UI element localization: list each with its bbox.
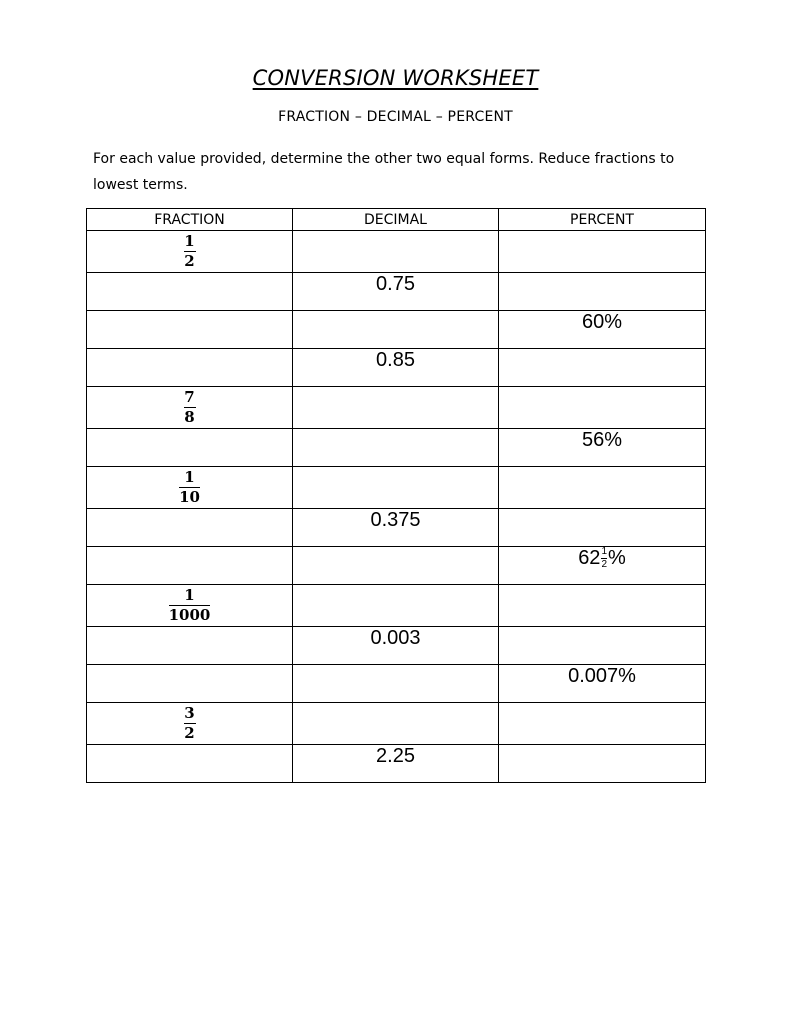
percent-cell [499, 547, 706, 585]
decimal-cell[interactable] [293, 429, 499, 467]
decimal-cell[interactable] [293, 585, 499, 627]
percent-cell: 56% [499, 429, 706, 467]
fraction-value [184, 390, 196, 425]
mixed-denominator: 2 [601, 559, 607, 570]
percent-cell[interactable] [499, 745, 706, 783]
mixed-whole: 62 [578, 547, 601, 569]
fraction-cell [87, 387, 293, 429]
fraction-cell[interactable] [87, 627, 293, 665]
table-row [87, 665, 706, 703]
percent-cell[interactable] [499, 627, 706, 665]
fraction-cell[interactable] [87, 665, 293, 703]
table-row [87, 311, 706, 349]
decimal-cell[interactable] [293, 467, 499, 509]
decimal-cell: 0.003 [293, 627, 499, 665]
decimal-cell: 0.75 [293, 273, 499, 311]
table-row [87, 387, 706, 429]
table-row [87, 273, 706, 311]
fraction-numerator: 1 [184, 232, 195, 250]
worksheet-title: CONVERSION WORKSHEET [252, 66, 539, 90]
fraction-cell [87, 703, 293, 745]
percent-cell[interactable] [499, 387, 706, 429]
decimal-cell[interactable] [293, 665, 499, 703]
fraction-numerator: 3 [184, 704, 195, 722]
decimal-cell[interactable] [293, 311, 499, 349]
fraction-cell[interactable] [87, 509, 293, 547]
mixed-suffix: % [608, 547, 626, 569]
worksheet-subtitle: FRACTION – DECIMAL – PERCENT [278, 109, 513, 125]
table-row [87, 547, 706, 585]
mixed-fraction [601, 547, 607, 570]
fraction-cell[interactable] [87, 349, 293, 387]
instructions-text: For each value provided, determine the other two equal forms. Reduce fractions to lowest terms. [93, 151, 675, 193]
header-row [87, 209, 706, 231]
fraction-denominator: 8 [184, 408, 195, 427]
percent-header: PERCENT [499, 209, 706, 231]
decimal-cell[interactable] [293, 703, 499, 745]
decimal-cell[interactable] [293, 387, 499, 429]
percent-cell[interactable] [499, 703, 706, 745]
fraction-cell [87, 585, 293, 627]
percent-cell[interactable] [499, 349, 706, 387]
table-row [87, 509, 706, 547]
fraction-cell [87, 467, 293, 509]
fraction-cell[interactable] [87, 745, 293, 783]
fraction-value [184, 234, 196, 269]
mixed-numerator: 1 [601, 546, 607, 557]
decimal-cell: 2.25 [293, 745, 499, 783]
percent-cell[interactable] [499, 231, 706, 273]
conversion-table [86, 208, 706, 783]
table-row [87, 231, 706, 273]
fraction-cell[interactable] [87, 311, 293, 349]
decimal-cell: 0.375 [293, 509, 499, 547]
fraction-denominator: 2 [184, 724, 195, 743]
fraction-cell[interactable] [87, 273, 293, 311]
table-row [87, 745, 706, 783]
fraction-numerator: 7 [184, 388, 195, 406]
table-row [87, 467, 706, 509]
percent-cell[interactable] [499, 509, 706, 547]
fraction-value [169, 588, 211, 623]
percent-cell[interactable] [499, 273, 706, 311]
fraction-cell[interactable] [87, 429, 293, 467]
fraction-numerator: 1 [184, 586, 195, 604]
decimal-cell[interactable] [293, 231, 499, 273]
percent-cell[interactable] [499, 585, 706, 627]
fraction-denominator: 10 [179, 488, 200, 507]
fraction-denominator: 2 [184, 252, 195, 271]
fraction-value [179, 470, 200, 505]
fraction-denominator: 1000 [168, 606, 211, 625]
decimal-cell[interactable] [293, 547, 499, 585]
table-row [87, 627, 706, 665]
decimal-cell: 0.85 [293, 349, 499, 387]
table-row [87, 585, 706, 627]
table-row [87, 349, 706, 387]
fraction-cell[interactable] [87, 547, 293, 585]
percent-cell: 60% [499, 311, 706, 349]
decimal-header: DECIMAL [293, 209, 499, 231]
fraction-cell [87, 231, 293, 273]
percent-cell: 0.007% [499, 665, 706, 703]
percent-cell[interactable] [499, 467, 706, 509]
table-row [87, 429, 706, 467]
fraction-value [184, 706, 196, 741]
mixed-percent-value [578, 547, 626, 570]
table-row [87, 703, 706, 745]
fraction-header: FRACTION [87, 209, 293, 231]
fraction-numerator: 1 [184, 468, 195, 486]
